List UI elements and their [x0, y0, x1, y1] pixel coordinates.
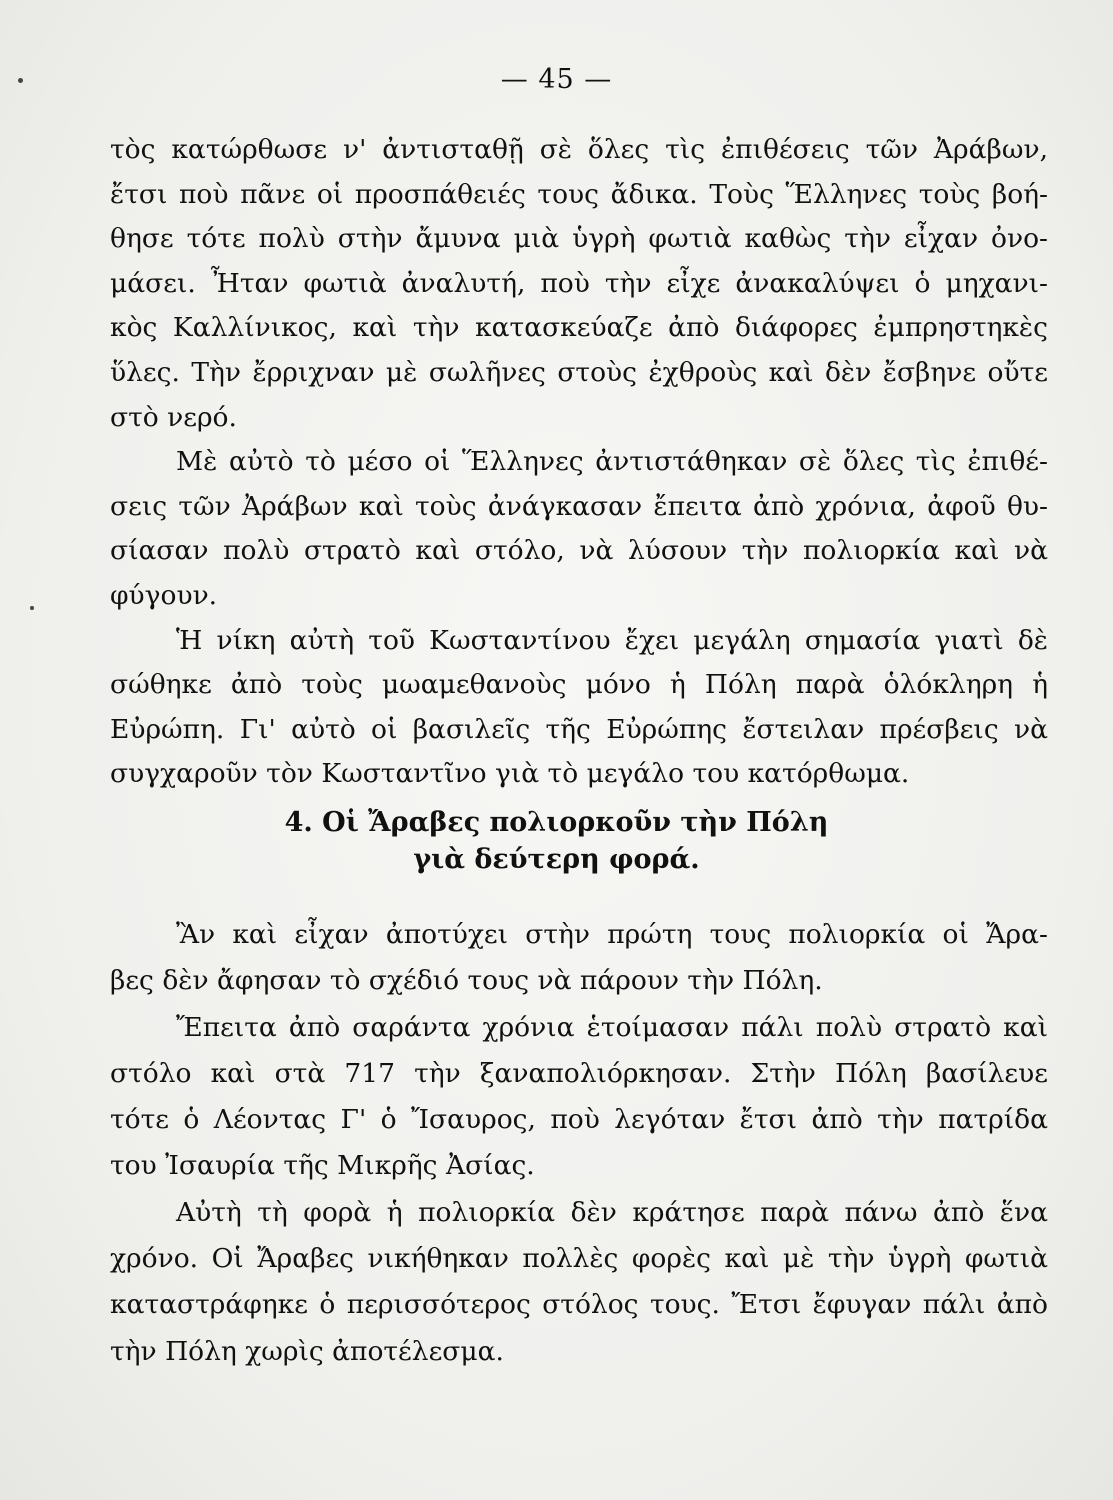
section-heading: 4. Οἱ Ἄραβες πολιορκοῦν τὴν Πόλη	[284, 807, 829, 838]
text-line: φύγουν.	[110, 579, 218, 611]
page-number: — 45 —	[500, 64, 613, 95]
text-line: σεις τῶν Ἀράβων καὶ τοὺς ἀνάγκασαν ἔπειτα ἀπὸ χρόνια, ἀφοῦ θυ-	[110, 490, 1048, 522]
section-1-text	[110, 128, 1048, 797]
text-line: βες δὲν ἄφησαν τὸ σχέδιό τους νὰ πάρουν τὴν Πόλη.	[110, 965, 823, 997]
text-line: Μὲ αὐτὸ τὸ μέσο οἱ Ἕλληνες ἀντιστάθηκαν σὲ ὅλες τὶς ἐπιθέ-	[176, 446, 1048, 478]
section-2-text	[110, 912, 1048, 1375]
text-line: χρόνο. Οἱ Ἄραβες νικήθηκαν πολλὲς φορὲς καὶ μὲ τὴν ὑγρὴ φωτιὰ	[110, 1243, 1048, 1275]
text-line: σίασαν πολὺ στρατὸ καὶ στόλο, νὰ λύσουν τὴν πολιορκία καὶ νὰ	[110, 535, 1048, 567]
text-line: κὸς Καλλίνικος, καὶ τὴν κατασκεύαζε ἀπὸ διάφορες ἐμπρηστηκὲς	[110, 312, 1048, 344]
text-line: μάσει. Ἦταν φωτιὰ ἀναλυτή, ποὺ τὴν εἶχε ἀνακαλύψει ὁ μηχανι-	[110, 267, 1048, 299]
text-line: στὸ νερό.	[110, 401, 237, 433]
text-line: Ἔπειτα ἀπὸ σαράντα χρόνια ἑτοίμασαν πάλι πολὺ στρατὸ καὶ	[176, 1011, 1048, 1043]
text-line: καταστράφηκε ὁ περισσότερος στόλος τους. Ἔτσι ἔφυγαν πάλι ἀπὸ	[110, 1289, 1048, 1321]
text-line: ἔτσι ποὺ πᾶνε οἱ προσπάθειές τους ἄδικα. Τοὺς Ἕλληνες τοὺς βοή-	[110, 178, 1048, 210]
text-line: σώθηκε ἀπὸ τοὺς μωαμεθανοὺς μόνο ἡ Πόλη παρὰ ὁλόκληρη ἡ	[110, 669, 1048, 701]
text-line: τότε ὁ Λέοντας Γ' ὁ Ἴσαυρος, ποὺ λεγόταν ἔτσι ἀπὸ τὴν πατρίδα	[110, 1104, 1048, 1136]
text-line: συγχαροῦν τὸν Κωσταντῖνο γιὰ τὸ μεγάλο του κατόρθωμα.	[110, 758, 910, 790]
section-heading-subline: γιὰ δεύτερη φορά.	[413, 844, 700, 875]
text-line: Ἡ νίκη αὐτὴ τοῦ Κωσταντίνου ἔχει μεγάλη σημασία γιατὶ δὲ	[176, 624, 1048, 656]
text-line: Ἂν καὶ εἶχαν ἀποτύχει στὴν πρώτη τους πολιορκία οἱ Ἄρα-	[176, 919, 1048, 950]
print-speck	[30, 606, 34, 610]
text-line: ὕλες. Τὴν ἔρριχναν μὲ σωλῆνες στοὺς ἐχθροὺς καὶ δὲν ἔσβηνε οὔτε	[110, 356, 1048, 388]
text-line: θησε τότε πολὺ στὴν ἄμυνα μιὰ ὑγρὴ φωτιὰ καθὼς τὴν εἶχαν ὀνο-	[110, 223, 1048, 255]
text-line: στόλο καὶ στὰ 717 τὴν ξαναπολιόρκησαν. Στὴν Πόλη βασίλευε	[110, 1057, 1048, 1089]
text-line: τὸς κατώρθωσε ν' ἀντισταθῇ σὲ ὅλες τὶς ἐπιθέσεις τῶν Ἀράβων,	[110, 134, 1048, 165]
text-line: Αὐτὴ τὴ φορὰ ἡ πολιορκία δὲν κράτησε παρὰ πάνω ἀπὸ ἕνα	[176, 1196, 1048, 1228]
text-line: τὴν Πόλη χωρὶς ἀποτέλεσμα.	[110, 1335, 504, 1367]
text-line: του Ἰσαυρία τῆς Μικρῆς Ἀσίας.	[110, 1150, 535, 1182]
text-line: Εὐρώπη. Γι' αὐτὸ οἱ βασιλεῖς τῆς Εὐρώπης ἔστειλαν πρέσβεις νὰ	[110, 713, 1048, 745]
